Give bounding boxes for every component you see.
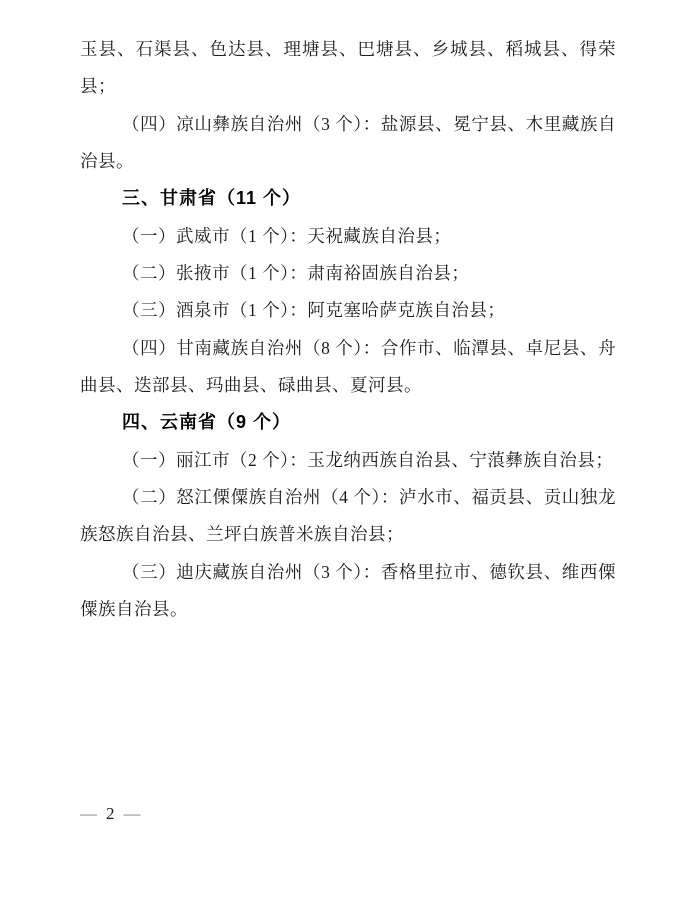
page-footer bbox=[78, 804, 143, 824]
list-item-nujiang-line-2: 族怒族自治县、兰坪白族普米族自治县； bbox=[80, 524, 404, 545]
section-heading-yunnan: 四、云南省（9 个） bbox=[122, 412, 292, 433]
list-item-liangshan-line-1: （四）凉山彝族自治州（3 个）：盐源县、冕宁县、木里藏族自 bbox=[122, 113, 616, 134]
list-item-nujiang-line-1: （二）怒江傈僳族自治州（4 个）：泸水市、福贡县、贡山独龙 bbox=[122, 487, 616, 508]
footer-dash-left: — bbox=[80, 804, 97, 823]
page-number: 2 bbox=[106, 804, 115, 823]
list-item-gannan-line-1: （四）甘南藏族自治州（8 个）：合作市、临潭县、卓尼县、舟 bbox=[122, 337, 616, 358]
list-item-diqing-line-1: （三）迪庆藏族自治州（3 个）：香格里拉市、德钦县、维西傈 bbox=[122, 561, 616, 582]
footer-dash-right: — bbox=[123, 804, 141, 823]
list-item-liangshan-line-2: 治县。 bbox=[80, 151, 134, 172]
list-item-lijiang: （一）丽江市（2 个）：玉龙纳西族自治县、宁蒗彝族自治县； bbox=[122, 449, 614, 470]
document-body bbox=[80, 31, 616, 629]
list-item-wuwei: （一）武威市（1 个）：天祝藏族自治县； bbox=[122, 225, 452, 246]
section-heading-gansu: 三、甘肃省（11 个） bbox=[122, 188, 302, 209]
list-item-zhangye: （二）张掖市（1 个）：肃南裕固族自治县； bbox=[122, 263, 470, 284]
list-item-diqing-line-2: 僳族自治县。 bbox=[80, 599, 188, 620]
paragraph-sichuan-continuation-line-2: 县； bbox=[80, 76, 116, 97]
list-item-jiuquan: （三）酒泉市（1 个）：阿克塞哈萨克族自治县； bbox=[122, 300, 506, 321]
list-item-gannan-line-2: 曲县、迭部县、玛曲县、碌曲县、夏河县。 bbox=[80, 375, 422, 396]
paragraph-sichuan-continuation-line-1: 玉县、石渠县、色达县、理塘县、巴塘县、乡城县、稻城县、得荣 bbox=[80, 39, 616, 59]
